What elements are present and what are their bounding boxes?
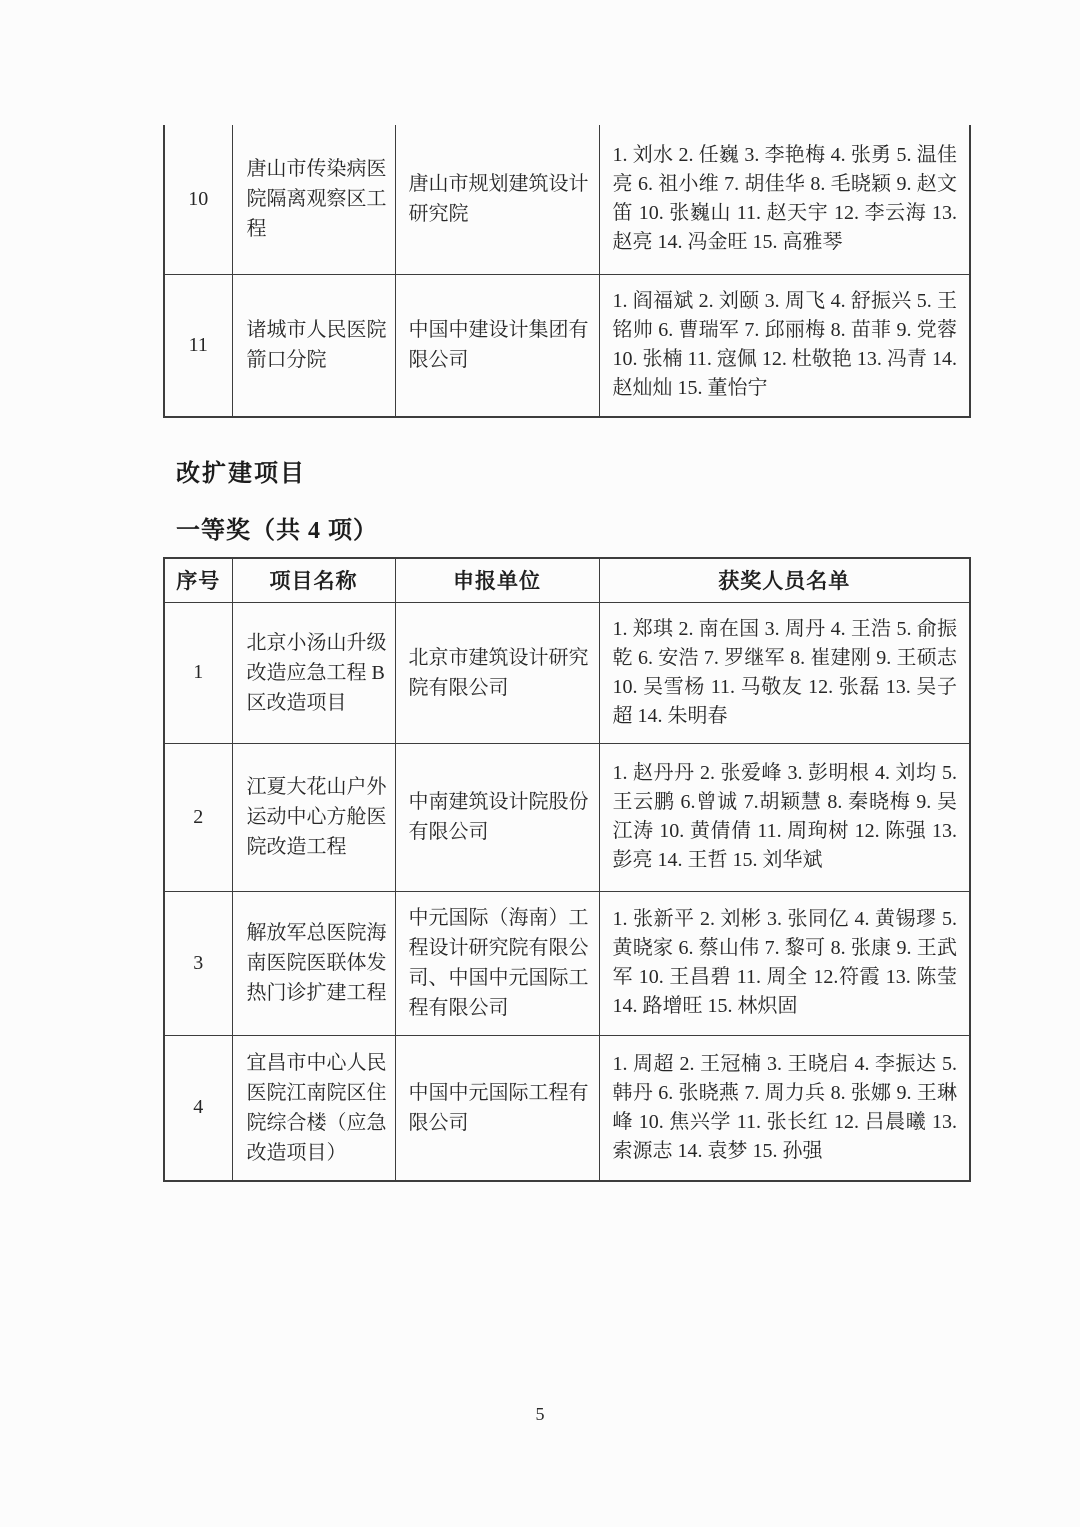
table-row	[164, 125, 970, 274]
table-row	[164, 602, 970, 743]
winners-cell: 1. 张新平 2. 刘彬 3. 张同亿 4. 黄锡璆 5. 黄晓家 6. 蔡山伟 7. 黎可 8. 张康 9. 王武军 10. 王昌碧 11. 周全 12.符霞 13. 陈莹 14. 路增旺 15. 林炽固	[599, 891, 970, 1035]
row-number-cell: 1	[164, 602, 232, 743]
project-name-cell: 解放军总医院海南医院医联体发热门诊扩建工程	[232, 891, 395, 1035]
unit-cell: 中元国际（海南）工程设计研究院有限公司、中国中元国际工程有限公司	[395, 891, 599, 1035]
unit-cell: 中国中元国际工程有限公司	[395, 1035, 599, 1181]
table-row	[164, 274, 970, 417]
header-project: 项目名称	[232, 558, 395, 602]
winners-cell: 1. 刘水 2. 任巍 3. 李艳梅 4. 张勇 5. 温佳亮 6. 祖小维 7. 胡佳华 8. 毛晓颖 9. 赵文笛 10. 张巍山 11. 赵天宇 12. 李云海 13. 赵亮 14. 冯金旺 15. 高雅琴	[599, 125, 970, 274]
unit-cell: 北京市建筑设计研究院有限公司	[395, 602, 599, 743]
table-row	[164, 891, 970, 1035]
page-number: 5	[535, 1404, 545, 1424]
row-number-cell: 3	[164, 891, 232, 1035]
first-prize-table	[163, 557, 971, 1182]
winners-cell: 1. 阎福斌 2. 刘颐 3. 周飞 4. 舒振兴 5. 王铭帅 6. 曹瑞军 7. 邱丽梅 8. 苗菲 9. 党蓉 10. 张楠 11. 寇佩 12. 杜敬艳 13. 冯青 14. 赵灿灿 15. 董怡宁	[599, 274, 970, 417]
section-heading: 改扩建项目	[176, 461, 306, 487]
award-level-heading: 一等奖（共 4 项）	[176, 518, 378, 544]
table-row	[164, 1035, 970, 1181]
header-no: 序号	[164, 558, 232, 602]
project-name-cell: 诸城市人民医院箭口分院	[232, 274, 395, 417]
table-row	[164, 743, 970, 891]
row-number-cell: 4	[164, 1035, 232, 1181]
table-header-row	[164, 558, 970, 602]
row-number-cell: 11	[164, 274, 232, 417]
project-name-cell: 宜昌市中心人民医院江南院区住院综合楼（应急改造项目）	[232, 1035, 395, 1181]
unit-cell: 中国中建设计集团有限公司	[395, 274, 599, 417]
row-number-cell: 2	[164, 743, 232, 891]
header-winners: 获奖人员名单	[599, 558, 970, 602]
unit-cell: 中南建筑设计院股份有限公司	[395, 743, 599, 891]
project-name-cell: 北京小汤山升级改造应急工程 B 区改造项目	[232, 602, 395, 743]
header-unit: 申报单位	[395, 558, 599, 602]
winners-cell: 1. 赵丹丹 2. 张爱峰 3. 彭明根 4. 刘均 5. 王云鹏 6.曾诚 7.胡颖慧 8. 秦晓梅 9. 吴江涛 10. 黄倩倩 11. 周珣树 12. 陈强 13. 彭亮 14. 王哲 15. 刘华斌	[599, 743, 970, 891]
winners-cell: 1. 郑琪 2. 南在国 3. 周丹 4. 王浩 5. 俞振乾 6. 安浩 7. 罗继军 8. 崔建刚 9. 王硕志 10. 吴雪杨 11. 马敬友 12. 张磊 13. 吴子超 14. 朱明春	[599, 602, 970, 743]
project-name-cell: 唐山市传染病医院隔离观察区工程	[232, 125, 395, 274]
project-name-cell: 江夏大花山户外运动中心方舱医院改造工程	[232, 743, 395, 891]
winners-cell: 1. 周超 2. 王冠楠 3. 王晓启 4. 李振达 5. 韩丹 6. 张晓燕 7. 周力兵 8. 张娜 9. 王琳峰 10. 焦兴学 11. 张长红 12. 吕晨曦 13. 索源志 14. 袁梦 15. 孙强	[599, 1035, 970, 1181]
row-number-cell: 10	[164, 125, 232, 274]
unit-cell: 唐山市规划建筑设计研究院	[395, 125, 599, 274]
winners-table-continued	[163, 125, 971, 418]
